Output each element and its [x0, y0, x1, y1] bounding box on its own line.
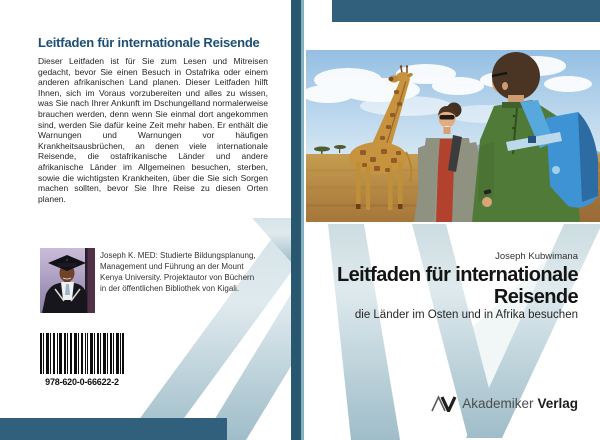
- publisher-name-regular: Akademiker: [462, 395, 534, 411]
- front-title: [288, 264, 578, 308]
- cover-photo: [306, 50, 600, 222]
- author-photo: [40, 248, 95, 313]
- publisher-logo: [431, 393, 578, 413]
- front-top-teal-bar: [332, 0, 600, 22]
- author-bio: Joseph K. MED: Studierte Bildungsplanung, Management und Führung an der Mount Kenya University. Projektautor von Büchern in der öffentlichen Bibliothek von Kigali.: [100, 251, 256, 293]
- ean-barcode: [40, 333, 124, 377]
- isbn-number: 978-620-0-66622-2: [45, 377, 119, 387]
- front-author-name: Joseph Kubwimana: [495, 251, 578, 262]
- book-spine: [291, 0, 301, 440]
- front-title-line-2: Reisende: [493, 286, 578, 308]
- front-title-line-1: Leitfaden für internationale: [336, 264, 578, 286]
- back-bottom-teal-bar: [0, 418, 227, 440]
- back-cover-title: Leitfaden für internationale Reisende: [38, 35, 260, 50]
- publisher-name-bold: Verlag: [537, 395, 578, 411]
- back-cover-blurb: Dieser Leitfaden ist für Sie zum Lesen und Mitreisen gedacht, bevor Sie einen Besuch in Ostafrika oder einem anderen afrikanischen Land planen. Dieser Leitfaden hilft Ihnen, sich im Voraus vorzubereiten und alles zu wissen, was Sie nach Ihrer Ankunft im Dschungelland normalerweise brauchen werden, denn wenn Sie einmal dort angekommen sind, werden Sie dafür keine Zeit mehr haben. Er enthält die Warnungen und Warnungen vor häufigen Krankheitsausbrüchen, an denen viele internationale Reisende, die ostafrikanische Länder und andere afrikanische Länder im Allgemeinen besuchen, sterben, sowie die wichtigsten Krankheiten, über die Sie sich Sorgen machen sollten, bevor Sie Ihre Reise zu diesen Orten planen.: [38, 56, 268, 204]
- av-monogram-icon: [431, 395, 457, 412]
- front-subtitle: die Länder im Osten und in Afrika besuchen: [354, 309, 578, 321]
- spine-highlight: [301, 0, 304, 440]
